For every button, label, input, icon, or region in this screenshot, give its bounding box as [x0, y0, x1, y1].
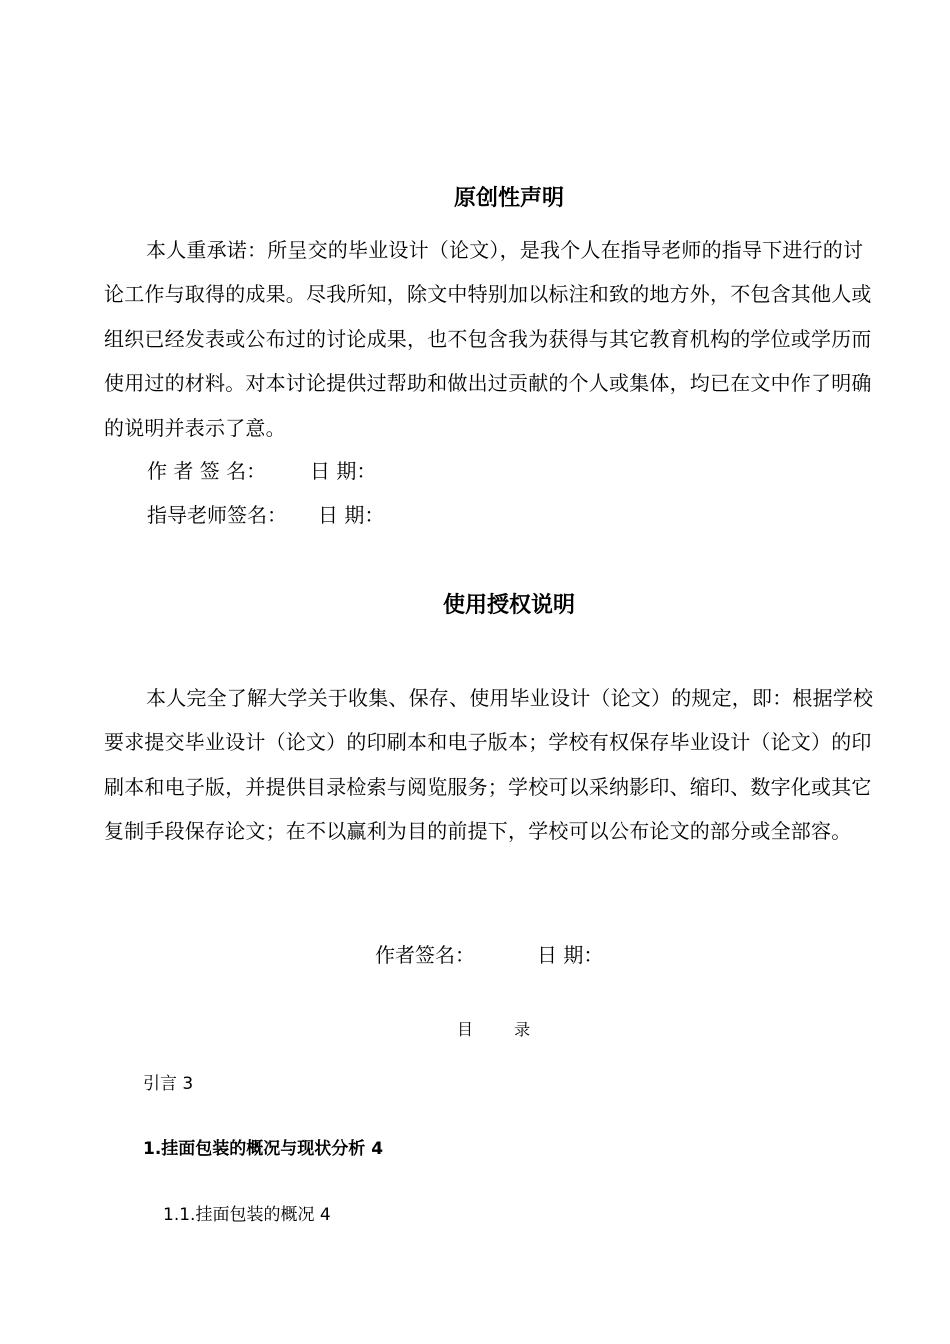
auth-author-date-label: 日 期： — [537, 943, 604, 967]
authorization-paragraph-text: 本人完全了解大学关于收集、保存、使用毕业设计（论文）的规定，即：根据学校要求提交毕业设计（论文）的印刷本和电子版本；学校有权保存毕业设计（论文）的印刷本和电子版，并提供目录检索与阅览服务；学校可以采纳影印、缩印、数字化或其它复制手段保存论文；在不以赢利为目的前提下，学校可以公布论文的部分或全部容。 — [104, 686, 874, 844]
toc-entry[interactable]: 1.挂面包装的概况与现状分析 4 — [143, 1139, 384, 1159]
author-signature-label: 作 者 签 名： — [147, 459, 267, 483]
auth-author-signature-label: 作者签名： — [375, 943, 475, 967]
originality-paragraph — [104, 228, 874, 450]
originality-paragraph-text: 本人重承诺：所呈交的毕业设计（论文），是我个人在指导老师的指导下进行的讨论工作与取得的成果。尽我所知，除文中特别加以标注和致的地方外，不包含其他人或组织已经发表或公布过的讨论成果，也不包含我为获得与其它教育机构的学位或学历而使用过的材料。对本讨论提供过帮助和做出过贡献的个人或集体，均已在文中作了明确的说明并表示了意。 — [104, 238, 872, 440]
authorization-title: 使用授权说明 — [442, 593, 575, 618]
originality-title: 原创性声明 — [453, 186, 564, 211]
authorization-paragraph — [104, 676, 874, 854]
advisor-signature-label: 指导老师签名： — [147, 503, 287, 527]
advisor-date-label: 日 期： — [318, 503, 385, 527]
author-date-label: 日 期： — [310, 459, 377, 483]
toc-title: 目 录 — [457, 1020, 549, 1039]
toc-entry[interactable]: 1.1.挂面包装的概况 4 — [163, 1205, 331, 1225]
toc-entry[interactable]: 引言 3 — [143, 1074, 194, 1094]
